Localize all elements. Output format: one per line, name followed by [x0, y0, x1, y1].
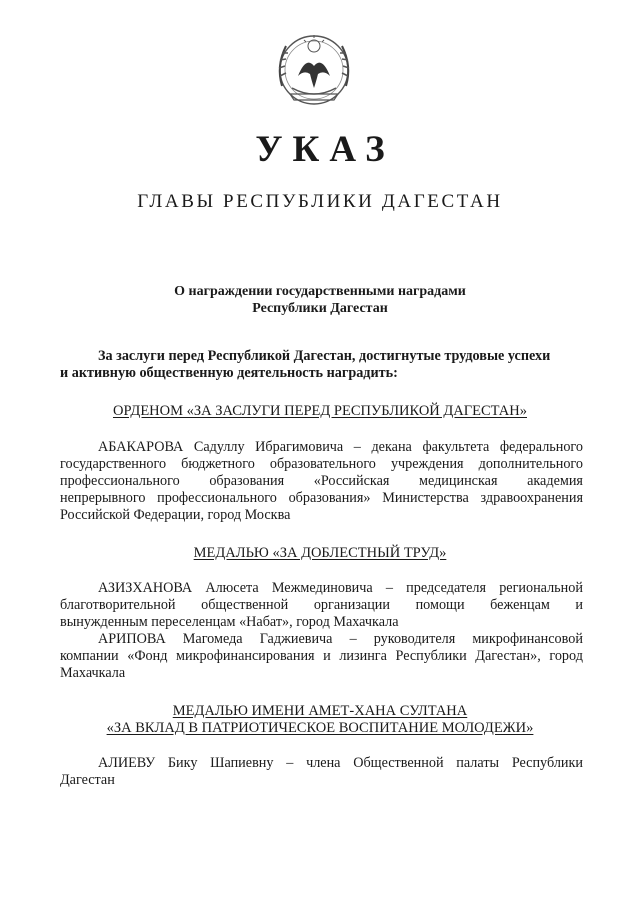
- entry-word: медицинская: [419, 473, 498, 489]
- entry-word: –: [385, 580, 393, 596]
- entry-word: образования: [209, 473, 285, 489]
- entry-line: [60, 473, 583, 490]
- entry-line: [60, 648, 583, 665]
- document-title: УКАЗ: [255, 129, 395, 170]
- entry-word: Ибрагимовича: [255, 439, 344, 455]
- entry-word: члена: [306, 755, 341, 771]
- entry-word: председателя: [406, 580, 487, 596]
- entry-word: организации: [313, 597, 390, 613]
- entry-line: [60, 631, 583, 648]
- entry-word: профессионального: [157, 490, 277, 506]
- entry-word: бюджетного: [181, 456, 255, 472]
- entry-word: академия: [527, 473, 583, 489]
- entry-word: федерального: [499, 439, 583, 455]
- heading-line: Республики Дагестан: [252, 301, 388, 316]
- entry-word: АЗИЗХАНОВА: [98, 580, 193, 596]
- entry-word: общественной: [201, 597, 289, 613]
- entry-word: –: [286, 755, 294, 771]
- intro-line: За заслуги перед Республикой Дагестан, достигнутые трудовые успехи: [98, 348, 551, 364]
- entry-line: [60, 580, 583, 597]
- entry-word: АРИПОВА: [98, 631, 166, 647]
- entry-word: помощи: [415, 597, 465, 613]
- entry-word: факультета: [422, 439, 490, 455]
- entry-word: Республики: [395, 648, 467, 664]
- entry-word: –: [353, 439, 361, 455]
- entry-word: АЛИЕВУ: [98, 755, 156, 771]
- entry-word: учреждения: [390, 456, 464, 472]
- entry-word: Гаджиевича: [259, 631, 333, 647]
- entry-word: и: [323, 648, 331, 664]
- entry-word: компании: [60, 648, 119, 664]
- entry-word: лизинга: [339, 648, 387, 664]
- award-title: МЕДАЛЬЮ ИМЕНИ АМЕТ-ХАНА СУЛТАНА «ЗА ВКЛАД В ПАТРИОТИЧЕСКОЕ ВОСПИТАНИЕ МОЛОДЕЖИ»: [106, 703, 534, 736]
- award-entry: [60, 439, 583, 524]
- entry-word: палаты: [456, 755, 500, 771]
- award-entry: [60, 755, 583, 789]
- entry-word: «Российская: [313, 473, 390, 489]
- entry-line: вынужденным переселенцам «Набат», город Махачкала: [60, 614, 399, 630]
- entry-word: здравоохранения: [480, 490, 583, 506]
- heading-line: О награждении государственными наградами: [174, 284, 466, 299]
- award-title: МЕДАЛЬЮ «ЗА ДОБЛЕСТНЫЙ ТРУД»: [193, 545, 447, 561]
- entry-word: АБАКАРОВА: [98, 439, 184, 455]
- award-entry: [60, 631, 583, 682]
- entry-word: Дагестан»,: [475, 648, 541, 664]
- entry-word: образования»: [288, 490, 371, 506]
- award-entry: [60, 580, 583, 631]
- award-title: ОРДЕНОМ «ЗА ЗАСЛУГИ ПЕРЕД РЕСПУБЛИКОЙ ДАГЕСТАН»: [112, 403, 527, 419]
- entry-word: город: [549, 648, 583, 664]
- entry-line: Махачкала: [60, 665, 126, 681]
- decree-heading: [0, 283, 640, 317]
- entry-word: Магомеда: [182, 631, 243, 647]
- entry-word: Межмединовича: [271, 580, 373, 596]
- entry-word: государственного: [60, 456, 167, 472]
- entry-line: Российской Федерации, город Москва: [60, 507, 291, 523]
- entry-word: Садуллу: [193, 439, 245, 455]
- entry-line: [60, 755, 583, 772]
- entry-word: Министерства: [382, 490, 469, 506]
- entry-word: непрерывного: [60, 490, 146, 506]
- entry-line: [60, 439, 583, 456]
- entry-line: [60, 490, 583, 507]
- coat-of-arms-emblem: [268, 26, 360, 118]
- entry-word: микрофинансовой: [472, 631, 583, 647]
- entry-word: дополнительного: [478, 456, 583, 472]
- entry-word: Республики: [511, 755, 583, 771]
- entry-word: декана: [371, 439, 412, 455]
- entry-word: Алюсета: [205, 580, 259, 596]
- entry-word: беженцам: [490, 597, 550, 613]
- entry-line: [60, 456, 583, 473]
- entry-word: руководителя: [373, 631, 456, 647]
- entry-line: [60, 597, 583, 614]
- entry-word: микрофинансирования: [176, 648, 315, 664]
- entry-word: региональной: [499, 580, 583, 596]
- entry-word: Бику: [167, 755, 198, 771]
- entry-word: образовательного: [269, 456, 376, 472]
- entry-word: Шапиевну: [210, 755, 274, 771]
- entry-word: профессионального: [60, 473, 180, 489]
- intro-line: и активную общественную деятельность наградить:: [60, 365, 398, 381]
- entry-word: «Фонд: [127, 648, 168, 664]
- entry-word: Общественной: [353, 755, 444, 771]
- entry-line: Дагестан: [60, 772, 115, 788]
- entry-word: –: [349, 631, 357, 647]
- entry-word: и: [575, 597, 583, 613]
- decree-intro: [60, 348, 585, 382]
- document-subtitle: ГЛАВЫ РЕСПУБЛИКИ ДАГЕСТАН: [137, 191, 503, 212]
- entry-word: благотворительной: [60, 597, 176, 613]
